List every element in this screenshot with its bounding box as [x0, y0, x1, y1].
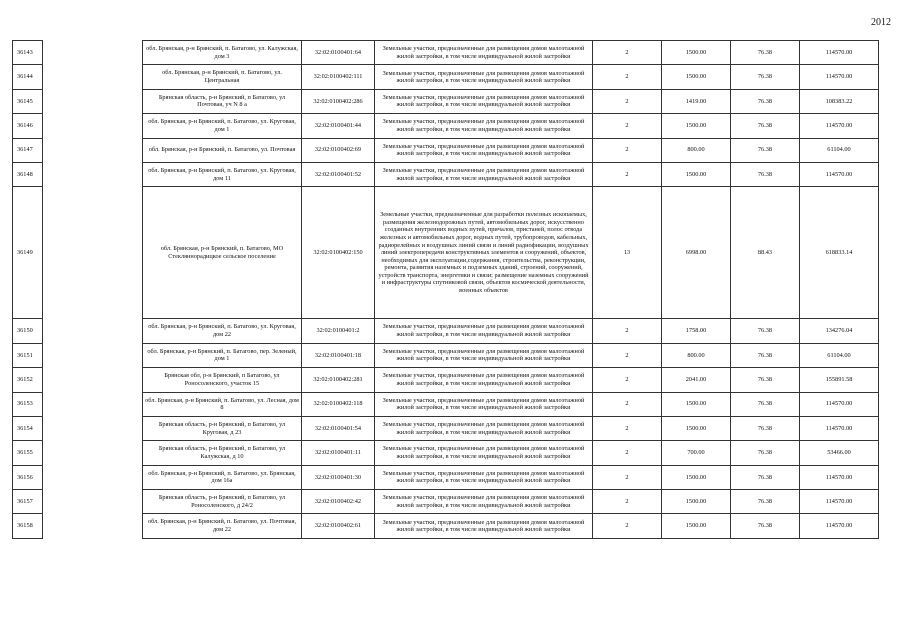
cell-specific-value: 76.38 — [731, 514, 800, 538]
cell-address: обл. Брянская, р-н Брянский, п. Батагово, пер. Зеленый, дом 1 — [143, 343, 302, 367]
cell-record-number: 36150 — [13, 319, 43, 343]
cell-record-number: 36151 — [13, 343, 43, 367]
cell-address: Брянская область, р-н Брянский, п Батагово, ул Круговая, д 23 — [143, 416, 302, 440]
cell-cadastral-number: 32:02:0100401:54 — [302, 416, 375, 440]
table-row — [13, 187, 879, 319]
table-row — [13, 368, 879, 392]
cell-purpose-code: 2 — [593, 89, 662, 113]
cell-purpose-code: 2 — [593, 441, 662, 465]
cell-land-purpose: Земельные участки, предназначенные для размещения домов малоэтажной жилой застройки, в том числе индивидуальной жилой застройки — [375, 343, 593, 367]
cell-record-number: 36154 — [13, 416, 43, 440]
cell-area: 800.00 — [662, 138, 731, 162]
cell-empty — [43, 187, 143, 319]
cell-area: 700.00 — [662, 441, 731, 465]
cell-cadastral-value: 618833.14 — [800, 187, 879, 319]
cell-land-purpose: Земельные участки, предназначенные для размещения домов малоэтажной жилой застройки, в том числе индивидуальной жилой застройки — [375, 89, 593, 113]
cell-purpose-code: 2 — [593, 41, 662, 65]
cell-area: 1500.00 — [662, 392, 731, 416]
table-row — [13, 392, 879, 416]
cell-cadastral-value: 155891.58 — [800, 368, 879, 392]
table-body — [13, 41, 879, 539]
cell-specific-value: 76.38 — [731, 441, 800, 465]
table-row — [13, 41, 879, 65]
cell-record-number: 36147 — [13, 138, 43, 162]
cell-area: 1500.00 — [662, 490, 731, 514]
cell-specific-value: 76.38 — [731, 343, 800, 367]
cell-land-purpose: Земельные участки, предназначенные для размещения домов малоэтажной жилой застройки, в том числе индивидуальной жилой застройки — [375, 392, 593, 416]
cell-purpose-code: 2 — [593, 114, 662, 138]
cell-cadastral-value: 114570.00 — [800, 114, 879, 138]
cell-empty — [43, 162, 143, 186]
cell-cadastral-number: 32:02:0100401:30 — [302, 465, 375, 489]
cell-area: 1500.00 — [662, 65, 731, 89]
cell-cadastral-value: 114570.00 — [800, 416, 879, 440]
cell-empty — [43, 65, 143, 89]
table-row — [13, 162, 879, 186]
cell-purpose-code: 2 — [593, 368, 662, 392]
cell-specific-value: 76.38 — [731, 41, 800, 65]
cell-record-number: 36143 — [13, 41, 43, 65]
cell-purpose-code: 2 — [593, 490, 662, 514]
cell-cadastral-value: 114570.00 — [800, 41, 879, 65]
cell-record-number: 36144 — [13, 65, 43, 89]
cell-specific-value: 76.38 — [731, 319, 800, 343]
cell-specific-value: 76.38 — [731, 162, 800, 186]
cell-land-purpose: Земельные участки, предназначенные для размещения домов малоэтажной жилой застройки, в том числе индивидуальной жилой застройки — [375, 514, 593, 538]
cell-area: 1500.00 — [662, 416, 731, 440]
cell-area: 1419.00 — [662, 89, 731, 113]
cell-specific-value: 76.38 — [731, 392, 800, 416]
cell-record-number: 36149 — [13, 187, 43, 319]
cell-empty — [43, 343, 143, 367]
cell-address: обл. Брянская, р-н Брянский, п. Батагово, ул. Брянская, дом 16а — [143, 465, 302, 489]
cell-land-purpose: Земельные участки, предназначенные для размещения домов малоэтажной жилой застройки, в том числе индивидуальной жилой застройки — [375, 490, 593, 514]
table-row — [13, 319, 879, 343]
cell-cadastral-number: 32:02:0100401:18 — [302, 343, 375, 367]
cell-record-number: 36155 — [13, 441, 43, 465]
cell-empty — [43, 368, 143, 392]
table-row — [13, 465, 879, 489]
cell-specific-value: 76.38 — [731, 89, 800, 113]
cell-record-number: 36148 — [13, 162, 43, 186]
cell-empty — [43, 392, 143, 416]
cell-record-number: 36158 — [13, 514, 43, 538]
cell-record-number: 36156 — [13, 465, 43, 489]
cell-cadastral-number: 32:02:0100402:118 — [302, 392, 375, 416]
cell-purpose-code: 2 — [593, 138, 662, 162]
cell-cadastral-number: 32:02:0100402:69 — [302, 138, 375, 162]
cell-empty — [43, 89, 143, 113]
cell-address: обл. Брянская, р-н Брянский, п. Батагово, МО Стекляннорадицкое сельское поселение — [143, 187, 302, 319]
cell-empty — [43, 114, 143, 138]
cell-specific-value: 76.38 — [731, 368, 800, 392]
cell-area: 1758.00 — [662, 319, 731, 343]
cell-land-purpose: Земельные участки, предназначенные для размещения домов малоэтажной жилой застройки, в том числе индивидуальной жилой застройки — [375, 162, 593, 186]
cell-specific-value: 76.38 — [731, 138, 800, 162]
cell-cadastral-value: 53466.00 — [800, 441, 879, 465]
table-row — [13, 65, 879, 89]
cell-area: 800.00 — [662, 343, 731, 367]
cell-address: обл. Брянская, р-н Брянский, п. Батагово, ул. Почтовая, дом 22 — [143, 514, 302, 538]
cell-cadastral-number: 32:02:0100402:281 — [302, 368, 375, 392]
cell-empty — [43, 319, 143, 343]
cell-purpose-code: 13 — [593, 187, 662, 319]
table-row — [13, 514, 879, 538]
table-row — [13, 490, 879, 514]
cell-cadastral-value: 114570.00 — [800, 65, 879, 89]
cell-purpose-code: 2 — [593, 65, 662, 89]
table-row — [13, 343, 879, 367]
cell-cadastral-number: 32:02:0100401:64 — [302, 41, 375, 65]
cell-area: 1500.00 — [662, 514, 731, 538]
cell-specific-value: 76.38 — [731, 416, 800, 440]
cell-purpose-code: 2 — [593, 319, 662, 343]
cell-cadastral-number: 32:02:0100402:150 — [302, 187, 375, 319]
cell-purpose-code: 2 — [593, 416, 662, 440]
cell-record-number: 36152 — [13, 368, 43, 392]
cell-purpose-code: 2 — [593, 514, 662, 538]
cell-cadastral-value: 61104.00 — [800, 138, 879, 162]
cell-specific-value: 76.38 — [731, 465, 800, 489]
cell-purpose-code: 2 — [593, 162, 662, 186]
table-row — [13, 441, 879, 465]
cell-record-number: 36146 — [13, 114, 43, 138]
cell-specific-value: 76.38 — [731, 114, 800, 138]
cell-specific-value: 88.43 — [731, 187, 800, 319]
cell-address: обл. Брянская, р-н Брянский, п. Батагово, ул. Центральная — [143, 65, 302, 89]
cell-purpose-code: 2 — [593, 392, 662, 416]
cell-address: обл. Брянская, р-н Брянский, п. Батагово, ул. Круговая, дом 1 — [143, 114, 302, 138]
cell-address: обл. Брянская, р-н Брянский, п. Батагово, ул. Лесная, дом 8 — [143, 392, 302, 416]
cell-address: обл. Брянская, р-н Брянский, п. Батагово, ул. Калужская, дом 3 — [143, 41, 302, 65]
cell-land-purpose: Земельные участки, предназначенные для размещения домов малоэтажной жилой застройки, в том числе индивидуальной жилой застройки — [375, 114, 593, 138]
cell-record-number: 36145 — [13, 89, 43, 113]
cell-land-purpose: Земельные участки, предназначенные для размещения домов малоэтажной жилой застройки, в том числе индивидуальной жилой застройки — [375, 319, 593, 343]
cell-specific-value: 76.38 — [731, 490, 800, 514]
cell-empty — [43, 138, 143, 162]
cell-purpose-code: 2 — [593, 343, 662, 367]
cell-cadastral-number: 32:02:0100402:111 — [302, 65, 375, 89]
cell-cadastral-value: 114570.00 — [800, 490, 879, 514]
cell-area: 1500.00 — [662, 114, 731, 138]
cell-empty — [43, 416, 143, 440]
cell-land-purpose: Земельные участки, предназначенные для размещения домов малоэтажной жилой застройки, в том числе индивидуальной жилой застройки — [375, 416, 593, 440]
cell-address: Брянская область, р-н Брянский, п Батагово, ул Калужская, д 10 — [143, 441, 302, 465]
cell-cadastral-value: 114570.00 — [800, 514, 879, 538]
cell-cadastral-value: 108383.22 — [800, 89, 879, 113]
cell-cadastral-number: 32:02:0100401:2 — [302, 319, 375, 343]
cell-cadastral-value: 114570.00 — [800, 465, 879, 489]
cell-address: обл. Брянская, р-н Брянский, п. Батагово, ул. Почтовая — [143, 138, 302, 162]
cell-cadastral-number: 32:02:0100402:42 — [302, 490, 375, 514]
cell-area: 6998.00 — [662, 187, 731, 319]
cell-empty — [43, 441, 143, 465]
cell-empty — [43, 490, 143, 514]
cell-address: обл. Брянская, р-н Брянский, п. Батагово, ул. Круговая, дом 11 — [143, 162, 302, 186]
table-row — [13, 416, 879, 440]
cell-area: 1500.00 — [662, 162, 731, 186]
cell-land-purpose: Земельные участки, предназначенные для размещения домов малоэтажной жилой застройки, в том числе индивидуальной жилой застройки — [375, 65, 593, 89]
table-row — [13, 138, 879, 162]
cell-empty — [43, 41, 143, 65]
cell-empty — [43, 465, 143, 489]
table-row — [13, 114, 879, 138]
cell-cadastral-value: 114570.00 — [800, 392, 879, 416]
cell-land-purpose: Земельные участки, предназначенные для размещения домов малоэтажной жилой застройки, в том числе индивидуальной жилой застройки — [375, 41, 593, 65]
land-registry-table — [12, 40, 879, 539]
cell-address: Брянская область, р-н Брянский, п Батагово, ул Роносоленского, д 24/2 — [143, 490, 302, 514]
cell-area: 2041.00 — [662, 368, 731, 392]
cell-cadastral-value: 114570.00 — [800, 162, 879, 186]
cell-land-purpose: Земельные участки, предназначенные для размещения домов малоэтажной жилой застройки, в том числе индивидуальной жилой застройки — [375, 441, 593, 465]
cell-cadastral-number: 32:02:0100401:52 — [302, 162, 375, 186]
cell-cadastral-value: 61104.00 — [800, 343, 879, 367]
cell-land-purpose: Земельные участки, предназначенные для разработки полезных ископаемых, размещения железнодорожных путей, автомобильных дорог, искусственно созданных внутренних водных путей, причалов, пристаней, полос отвода железных и автомобильных дорог, водных путей, трубопроводов, кабельных, радиорелейных и воздушных линий связи и линий радиофикации, воздушных линий электропередачи конструктивных элементов и сооружений, объектов, необходимых для эксплуатации,содержания, строительства, реконструкции, ремонта, развития наземных и подземных зданий, строений, сооружений, устройств транспорта, энергетики и связи; размещение наземных сооружений и инфраструктуры спутниковой связи, объектов космической деятельности, военных объектов — [375, 187, 593, 319]
cell-purpose-code: 2 — [593, 465, 662, 489]
cell-land-purpose: Земельные участки, предназначенные для размещения домов малоэтажной жилой застройки, в том числе индивидуальной жилой застройки — [375, 465, 593, 489]
cell-address: Брянская область, р-н Брянский, п Батагово, ул Почтовая, уч N 8 а — [143, 89, 302, 113]
cell-address: обл. Брянская, р-н Брянский, п. Батагово, ул. Круговая, дом 22 — [143, 319, 302, 343]
cell-cadastral-number: 32:02:0100401:11 — [302, 441, 375, 465]
cell-address: Брянская обл, р-н Брянский, п Батагово, ул Роносоленского, участок 15 — [143, 368, 302, 392]
cell-record-number: 36157 — [13, 490, 43, 514]
cell-cadastral-number: 32:02:0100402:61 — [302, 514, 375, 538]
cell-area: 1500.00 — [662, 465, 731, 489]
cell-area: 1500.00 — [662, 41, 731, 65]
page-number: 2012 — [871, 17, 891, 28]
cell-empty — [43, 514, 143, 538]
cell-record-number: 36153 — [13, 392, 43, 416]
cell-cadastral-number: 32:02:0100402:286 — [302, 89, 375, 113]
cell-cadastral-value: 134276.04 — [800, 319, 879, 343]
cell-land-purpose: Земельные участки, предназначенные для размещения домов малоэтажной жилой застройки, в том числе индивидуальной жилой застройки — [375, 368, 593, 392]
cell-cadastral-number: 32:02:0100401:44 — [302, 114, 375, 138]
cell-land-purpose: Земельные участки, предназначенные для размещения домов малоэтажной жилой застройки, в том числе индивидуальной жилой застройки — [375, 138, 593, 162]
table-row — [13, 89, 879, 113]
cell-specific-value: 76.38 — [731, 65, 800, 89]
